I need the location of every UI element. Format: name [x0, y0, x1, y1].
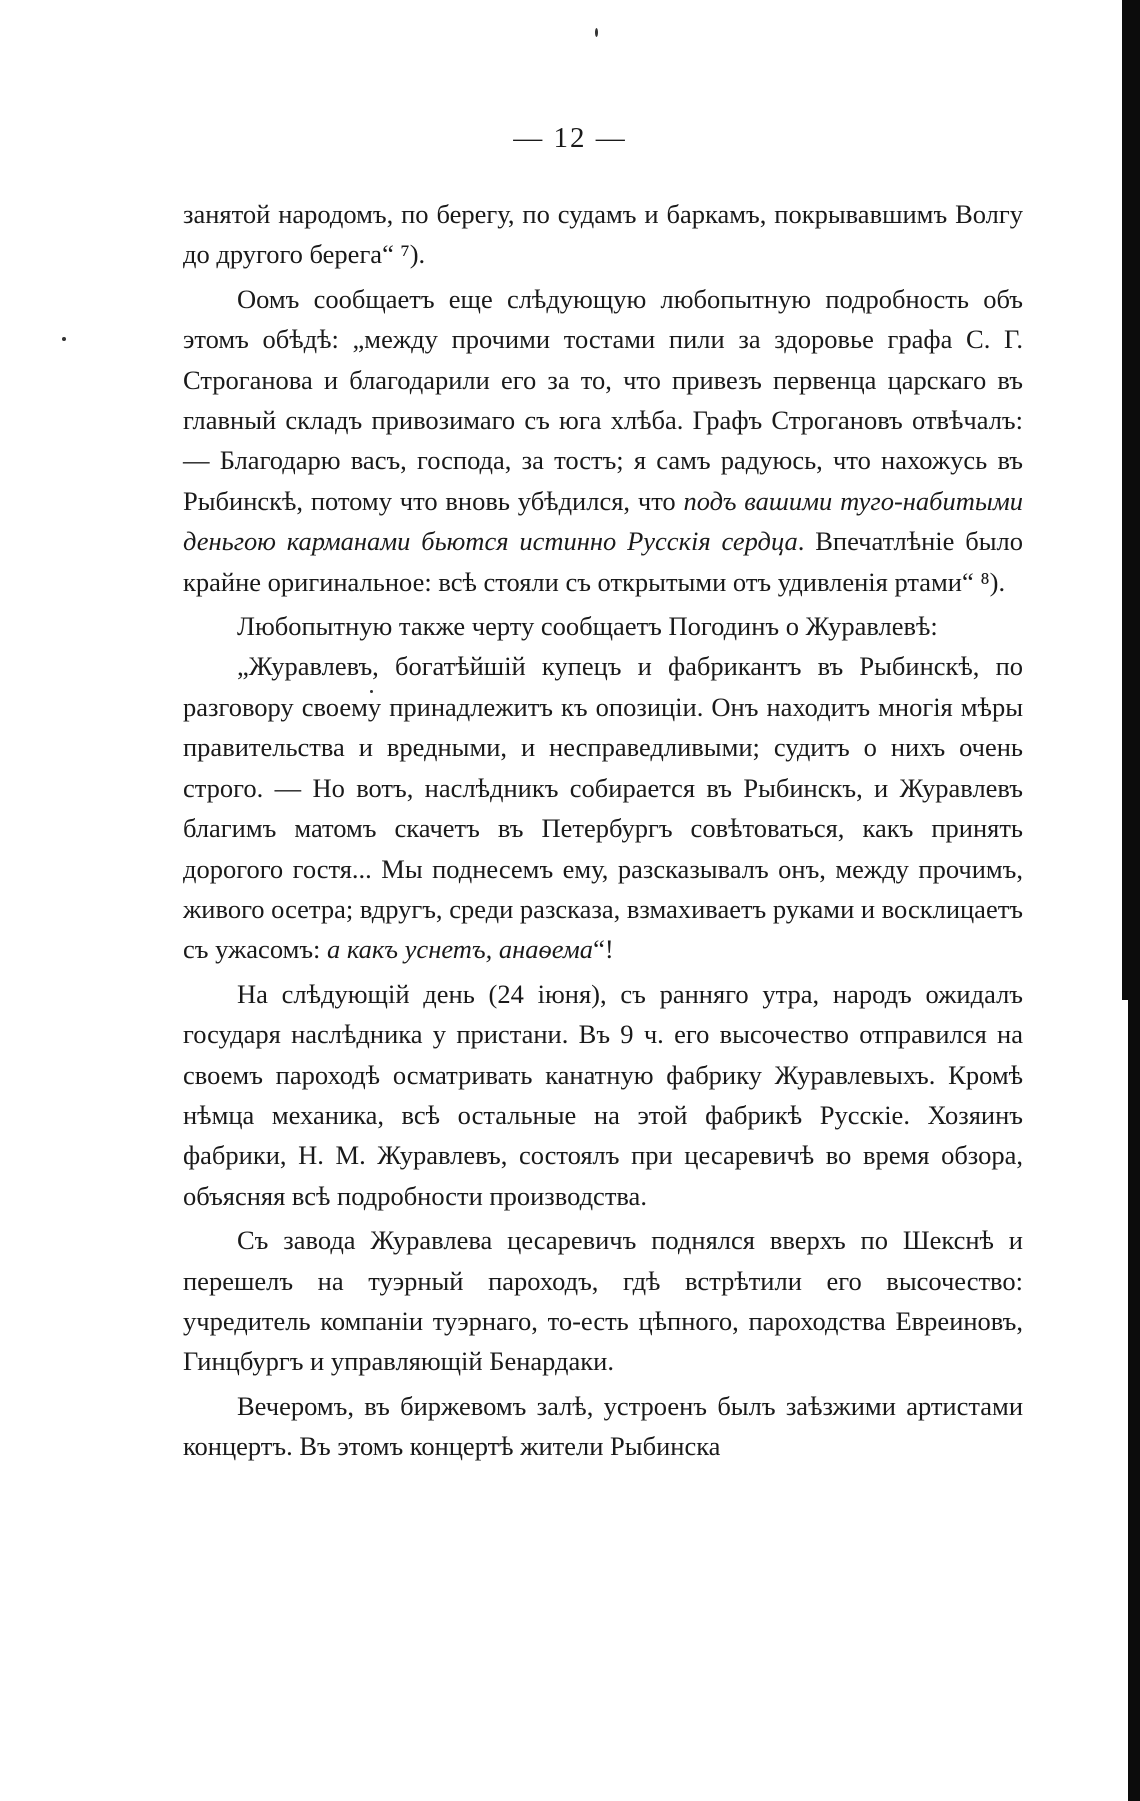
- text-run: Вечеромъ, въ биржевомъ залѣ, устроенъ былъ заѣзжими артистами концертъ. Въ этомъ концертѣ жители Рыбинска: [183, 1390, 1023, 1462]
- paragraph: [183, 974, 1023, 1216]
- text-run: На слѣдующій день (24 іюня), съ ранняго утра, народъ ожидалъ государя наслѣдника у пристани. Въ 9 ч. его высочество отправился на своемъ пароходѣ осматривать канатную фабрику Журавлевыхъ. Кромѣ нѣмца механика, всѣ остальные на этой фабрикѣ Русскіе. Хозяинъ фабрики, Н. М. Журавлевъ, состоялъ при цесаревичѣ во время обзора, объясняя всѣ подробности производства.: [183, 978, 1023, 1211]
- text-run: Любопытную также черту сообщаетъ Погодинъ о Журавлевѣ:: [237, 611, 938, 642]
- paragraph: [183, 606, 1023, 646]
- text-run: “!: [593, 934, 614, 965]
- scan-border: [1128, 0, 1140, 1801]
- paragraph: [183, 194, 1023, 275]
- text-run: Съ завода Журавлева цесаревичъ поднялся вверхъ по Шекснѣ и перешелъ на туэрный пароходъ, гдѣ встрѣтили его высочество: учредитель компаніи туэрнаго, то-есть цѣпного, пароходства Евреиновъ, Гинцбургъ и управляющій Бенардаки.: [183, 1225, 1023, 1377]
- paragraph: [183, 1386, 1023, 1467]
- text-run: занятой народомъ, по берегу, по судамъ и баркамъ, покрывавшимъ Волгу до другого берега“ ⁷).: [183, 199, 1023, 270]
- text-run: . Впечатлѣніе было крайне оригинальное: всѣ стояли съ открытыми отъ удивленія ртами“ ⁸).: [183, 526, 1024, 597]
- paragraph: [183, 646, 1023, 969]
- paragraph: [183, 279, 1023, 602]
- italic-text: а какъ уснетъ, анаѳема: [327, 934, 594, 965]
- page-number: — 12 —: [513, 122, 627, 154]
- text-run: Оомъ сообщаетъ еще слѣдующую любопытную подробность объ этомъ обѣдѣ: „между прочими тостами пили за здоровье графа С. Г. Строганова и благодарили его за то, что привезъ первенца царскаго въ главный складъ привозимаго съ юга хлѣба. Графъ Строгановъ отвѣчалъ: — Благодарю васъ, господа, за тостъ; я самъ радуюсь, что нахожусь въ Рыбинскѣ, потому что вновь убѣдился, что: [183, 283, 1023, 516]
- italic-text: подъ вашими туго-набитыми деньгою карманами бьются истинно Русскія сердца: [183, 485, 1024, 557]
- text-run: „Журавлевъ, богатѣйшій купецъ и фабрикантъ въ Рыбинскѣ, по разговору своему принадлежитъ къ опозиціи. Онъ находитъ многія мѣры правительства и вредными, и несправедливыми; судитъ о нихъ очень строго. — Но вотъ, наслѣдникъ собирается въ Рыбинскъ, и Журавлевъ благимъ матомъ скачетъ въ Петербургъ совѣтоваться, какъ принять дорогого гостя... Мы поднесемъ ему, разсказывалъ онъ, между прочимъ, живого осетра; вдругъ, среди разсказа, взмахиваетъ руками и восклицаетъ съ ужасомъ:: [183, 651, 1023, 965]
- ink-speck: [62, 337, 66, 341]
- paragraph: [183, 1220, 1023, 1382]
- ink-speck: [595, 28, 598, 37]
- page-body: [183, 194, 1023, 1471]
